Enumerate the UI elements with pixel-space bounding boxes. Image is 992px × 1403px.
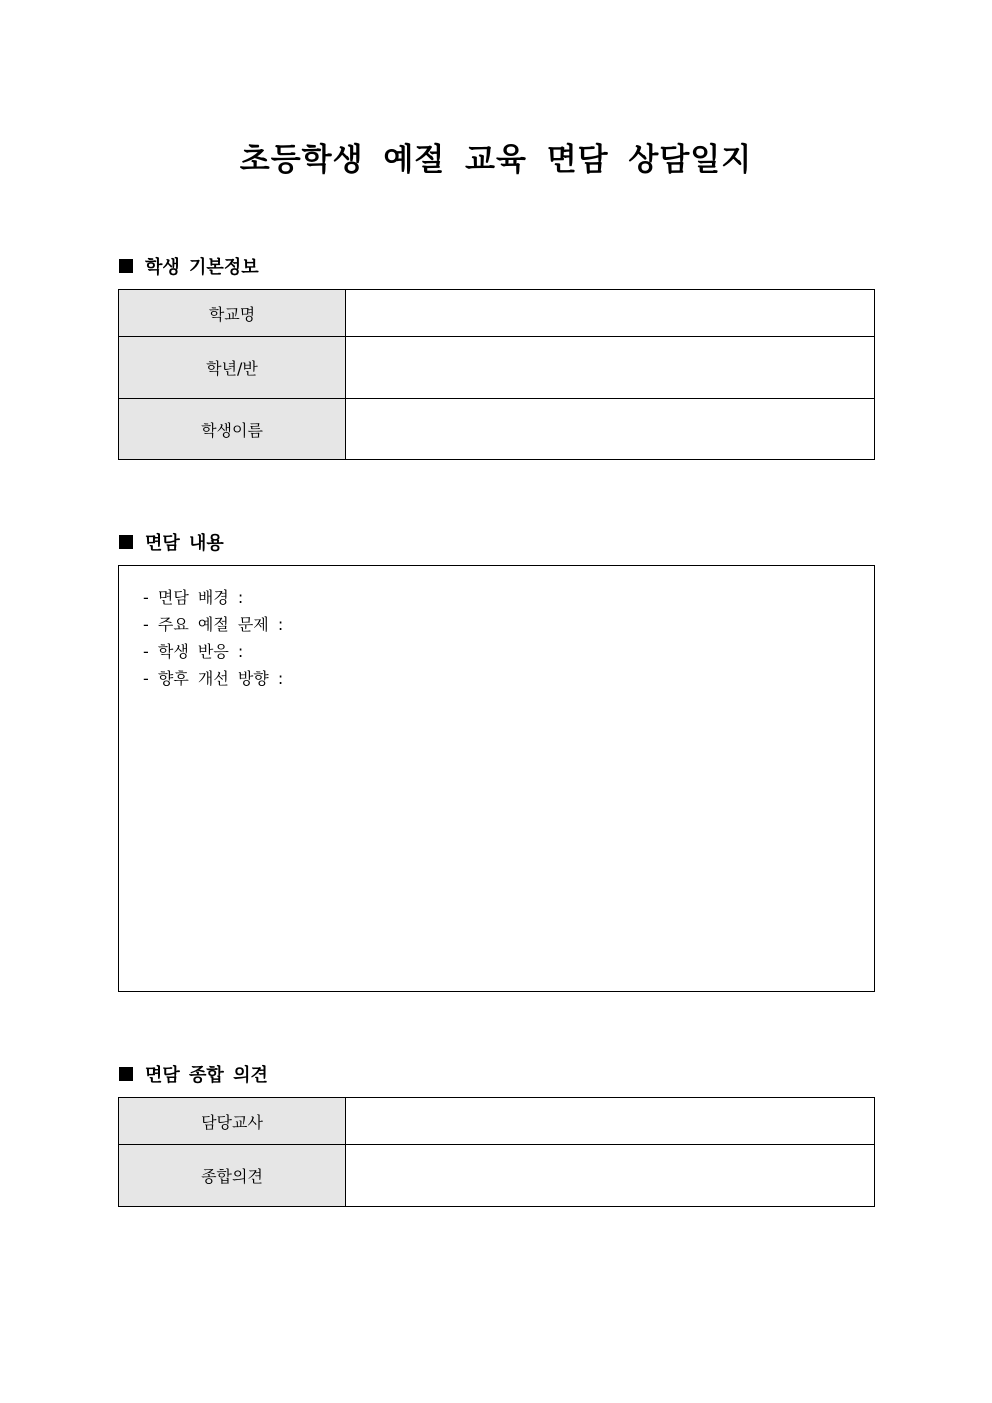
basic-info-table <box>118 289 875 460</box>
section-heading-summary <box>119 1061 268 1087</box>
table-row <box>119 290 875 337</box>
section-heading-label: 면담 내용 <box>145 533 224 554</box>
square-bullet-icon <box>119 1067 133 1081</box>
interview-content-box[interactable] <box>118 565 875 992</box>
table-row <box>119 1145 875 1207</box>
list-item-student-response: - 학생 반응 : <box>143 642 244 661</box>
list-item-main-issues: - 주요 예절 문제 : <box>143 615 284 634</box>
square-bullet-icon <box>119 259 133 273</box>
table-row <box>119 337 875 399</box>
grade-class-field[interactable] <box>346 337 875 399</box>
student-name-field[interactable] <box>346 399 875 460</box>
student-name-label: 학생이름 <box>119 399 346 460</box>
overall-opinion-label: 종합의견 <box>119 1145 346 1207</box>
document-title: 초등학생 예절 교육 면담 상담일지 <box>239 142 753 178</box>
square-bullet-icon <box>119 535 133 549</box>
table-row <box>119 1098 875 1145</box>
teacher-field[interactable] <box>346 1098 875 1145</box>
section-heading-label: 면담 종합 의견 <box>145 1065 268 1086</box>
section-heading-interview-content <box>119 529 224 555</box>
school-name-field[interactable] <box>346 290 875 337</box>
section-heading-basic-info <box>119 253 259 279</box>
interview-content-list <box>119 566 874 692</box>
list-item-improvement-direction: - 향후 개선 방향 : <box>143 669 284 688</box>
list-item-background: - 면담 배경 : <box>143 588 244 607</box>
summary-table <box>118 1097 875 1207</box>
teacher-label: 담당교사 <box>119 1098 346 1145</box>
school-name-label: 학교명 <box>119 290 346 337</box>
grade-class-label: 학년/반 <box>119 337 346 399</box>
table-row <box>119 399 875 460</box>
overall-opinion-field[interactable] <box>346 1145 875 1207</box>
section-heading-label: 학생 기본정보 <box>145 257 259 278</box>
